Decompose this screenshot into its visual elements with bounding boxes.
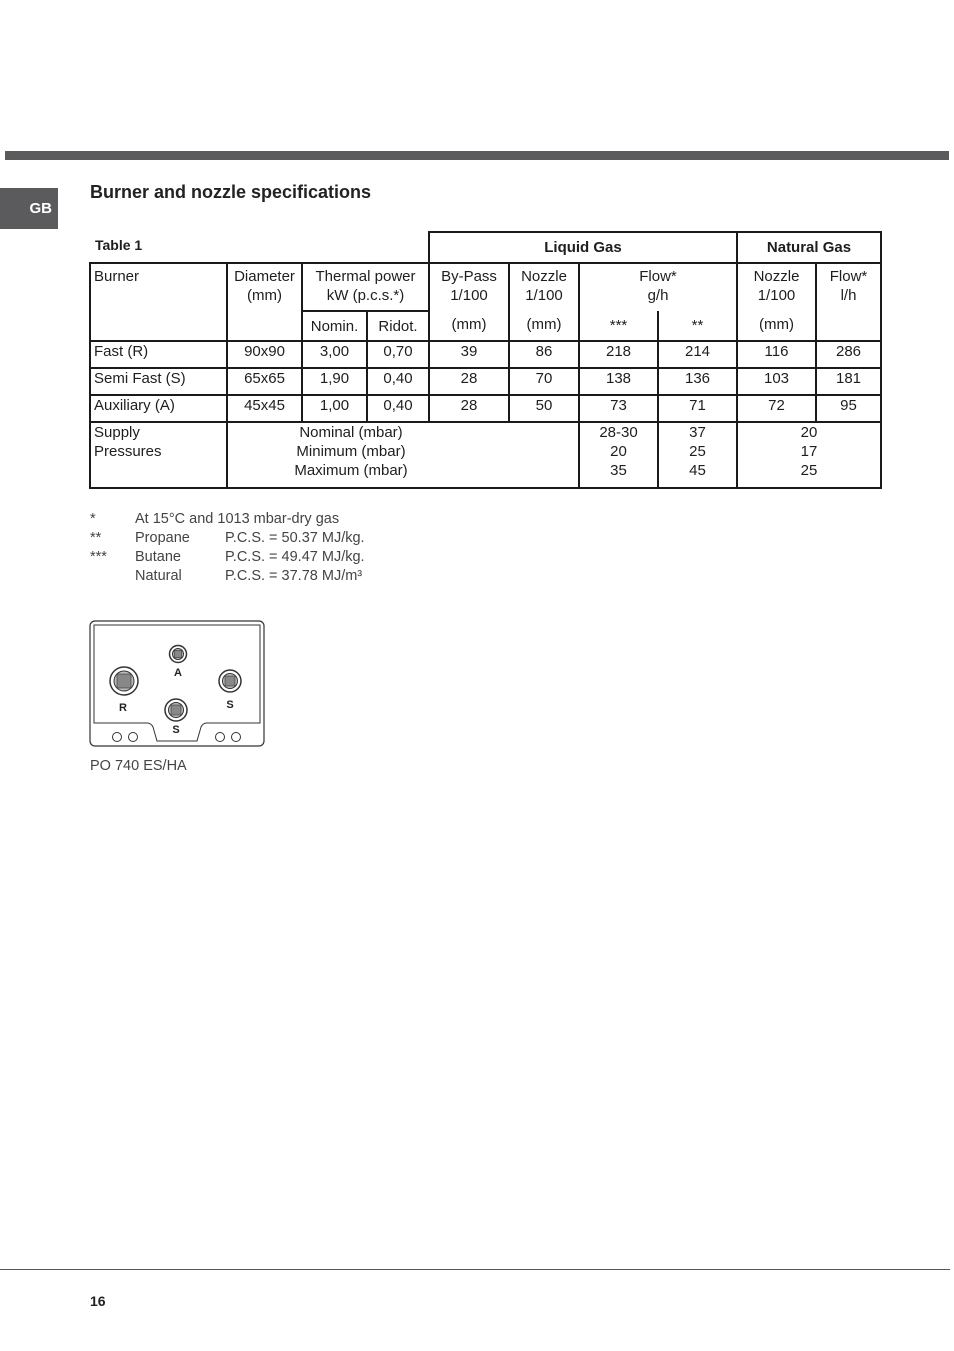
footnote-gas-name: Butane	[135, 549, 181, 565]
footnote-mark: **	[90, 530, 102, 546]
flow-ng-line2: l/h	[840, 287, 857, 304]
burner-name: Auxiliary (A)	[90, 395, 227, 422]
nomin-header: Nomin.	[302, 311, 367, 341]
table-row	[90, 368, 881, 395]
nozzle-lg-value: 50	[509, 395, 579, 422]
language-tab-label: GB	[29, 200, 52, 217]
bypass-line3: (mm)	[451, 316, 487, 333]
burner-s-right-icon	[219, 670, 241, 692]
bypass-line2: 1/100	[450, 287, 488, 304]
natural-nominal: 20	[800, 424, 818, 441]
pressure-names	[227, 422, 579, 488]
flow-ng-value: 181	[816, 368, 881, 395]
natural-maximum: 25	[800, 462, 818, 479]
nozzle-lg-line2: 1/100	[525, 287, 563, 304]
section-title: Burner and nozzle specifications	[90, 182, 372, 202]
footnote	[90, 567, 365, 586]
diameter-value: 65x65	[227, 368, 302, 395]
nomin-value: 3,00	[302, 341, 367, 368]
footnotes	[90, 510, 365, 586]
diameter-header-line1: Diameter	[234, 268, 295, 285]
propane-nominal: 37	[689, 424, 706, 441]
butane-flow-value: 138	[579, 368, 658, 395]
pressure-name-nominal: Nominal (mbar)	[299, 424, 403, 441]
burner-name: Fast (R)	[90, 341, 227, 368]
bypass-value: 28	[429, 395, 509, 422]
nozzle-lg-value: 70	[509, 368, 579, 395]
nozzle-ng-line2: 1/100	[757, 287, 796, 304]
butane-pressures	[579, 422, 658, 488]
diameter-value: 90x90	[227, 341, 302, 368]
propane-flow-value: 71	[658, 395, 737, 422]
table-caption: Table 1	[95, 237, 143, 253]
burner-r-icon	[110, 667, 138, 695]
burner-s-right-label: S	[226, 699, 234, 711]
ridot-value: 0,40	[367, 368, 429, 395]
ridot-value: 0,70	[367, 341, 429, 368]
header-bar	[5, 151, 949, 160]
flow-lg-line1: Flow*	[639, 268, 677, 285]
flow-ng-header	[816, 263, 881, 341]
butane-mark-header: ***	[579, 311, 658, 341]
footnote-mark	[90, 567, 135, 586]
butane-flow-value: 73	[579, 395, 658, 422]
footnote	[90, 510, 365, 529]
butane-minimum: 20	[610, 443, 627, 460]
footnote	[90, 529, 365, 548]
nozzle-ng-value: 103	[737, 368, 816, 395]
footnote-value: P.C.S. = 50.37 MJ/kg.	[225, 530, 365, 546]
table-row	[90, 341, 881, 368]
natural-minimum: 17	[800, 443, 818, 460]
flow-ng-value: 286	[816, 341, 881, 368]
flow-ng-line1: Flow*	[829, 268, 868, 285]
language-tab	[0, 188, 58, 229]
ridot-header: Ridot.	[367, 311, 429, 341]
pressure-name-maximum: Maximum (mbar)	[294, 462, 408, 479]
diameter-value: 45x45	[227, 395, 302, 422]
supply-pressures-row	[90, 422, 881, 488]
thermal-power-line1: Thermal power	[315, 268, 416, 285]
table-row	[90, 395, 881, 422]
natural-pressures	[737, 422, 881, 488]
footnote-mark: *	[90, 511, 96, 527]
nozzle-lg-header	[509, 263, 579, 341]
butane-flow-value: 218	[579, 341, 658, 368]
nozzle-lg-value: 86	[509, 341, 579, 368]
flow-lg-line2: g/h	[647, 287, 669, 304]
bypass-line1: By-Pass	[441, 268, 497, 285]
footnote-gas-name: Natural	[135, 568, 182, 584]
propane-pressures	[658, 422, 737, 488]
natural-gas-header: Natural Gas	[737, 232, 881, 263]
butane-nominal: 28-30	[599, 424, 638, 441]
supply-label-line2: Pressures	[94, 443, 162, 460]
nozzle-ng-line1: Nozzle	[753, 268, 800, 285]
propane-flow-value: 136	[658, 368, 737, 395]
nomin-value: 1,00	[302, 395, 367, 422]
nozzle-lg-line1: Nozzle	[521, 268, 567, 285]
nomin-value: 1,90	[302, 368, 367, 395]
thermal-power-line2: kW (p.c.s.*)	[326, 287, 405, 304]
thermal-power-header	[302, 263, 429, 311]
nozzle-ng-value: 116	[737, 341, 816, 368]
nozzle-ng-line3: (mm)	[759, 316, 794, 333]
nozzle-ng-header	[737, 263, 816, 341]
footnote-text: At 15°C and 1013 mbar-dry gas	[135, 511, 340, 527]
footnote-value: P.C.S. = 37.78 MJ/m³	[225, 568, 363, 584]
burner-header: Burner	[90, 263, 227, 341]
footnote-gas-name: Propane	[135, 530, 190, 546]
propane-mark-header: **	[658, 311, 737, 341]
footnote	[90, 548, 365, 567]
butane-maximum: 35	[610, 462, 627, 479]
footnote-value: P.C.S. = 49.47 MJ/kg.	[225, 549, 365, 565]
bypass-header	[429, 263, 509, 341]
bypass-value: 28	[429, 368, 509, 395]
burner-a-icon	[170, 646, 187, 663]
burner-a-label: A	[174, 667, 182, 679]
bypass-value: 39	[429, 341, 509, 368]
diameter-header	[227, 263, 302, 341]
supply-label-line1: Supply	[94, 424, 140, 441]
supply-pressures-label	[90, 422, 227, 488]
flow-lg-header	[579, 263, 737, 311]
footnote-mark: ***	[90, 549, 107, 565]
spec-table	[89, 231, 882, 489]
pressure-name-minimum: Minimum (mbar)	[296, 443, 406, 460]
page-number: 16	[90, 1293, 106, 1309]
propane-maximum: 45	[689, 462, 706, 479]
burner-s-front-icon	[165, 699, 187, 721]
propane-flow-value: 214	[658, 341, 737, 368]
nozzle-lg-line3: (mm)	[526, 316, 562, 333]
burner-name: Semi Fast (S)	[90, 368, 227, 395]
hob-diagram	[89, 620, 265, 747]
model-label: PO 740 ES/HA	[90, 758, 187, 774]
burner-s-front-label: S	[172, 724, 180, 736]
nozzle-ng-value: 72	[737, 395, 816, 422]
footer-rule	[0, 1269, 950, 1270]
ridot-value: 0,40	[367, 395, 429, 422]
flow-ng-value: 95	[816, 395, 881, 422]
liquid-gas-header: Liquid Gas	[429, 232, 737, 263]
diameter-header-line2: (mm)	[247, 287, 282, 304]
propane-minimum: 25	[689, 443, 706, 460]
burner-r-label: R	[119, 702, 127, 714]
